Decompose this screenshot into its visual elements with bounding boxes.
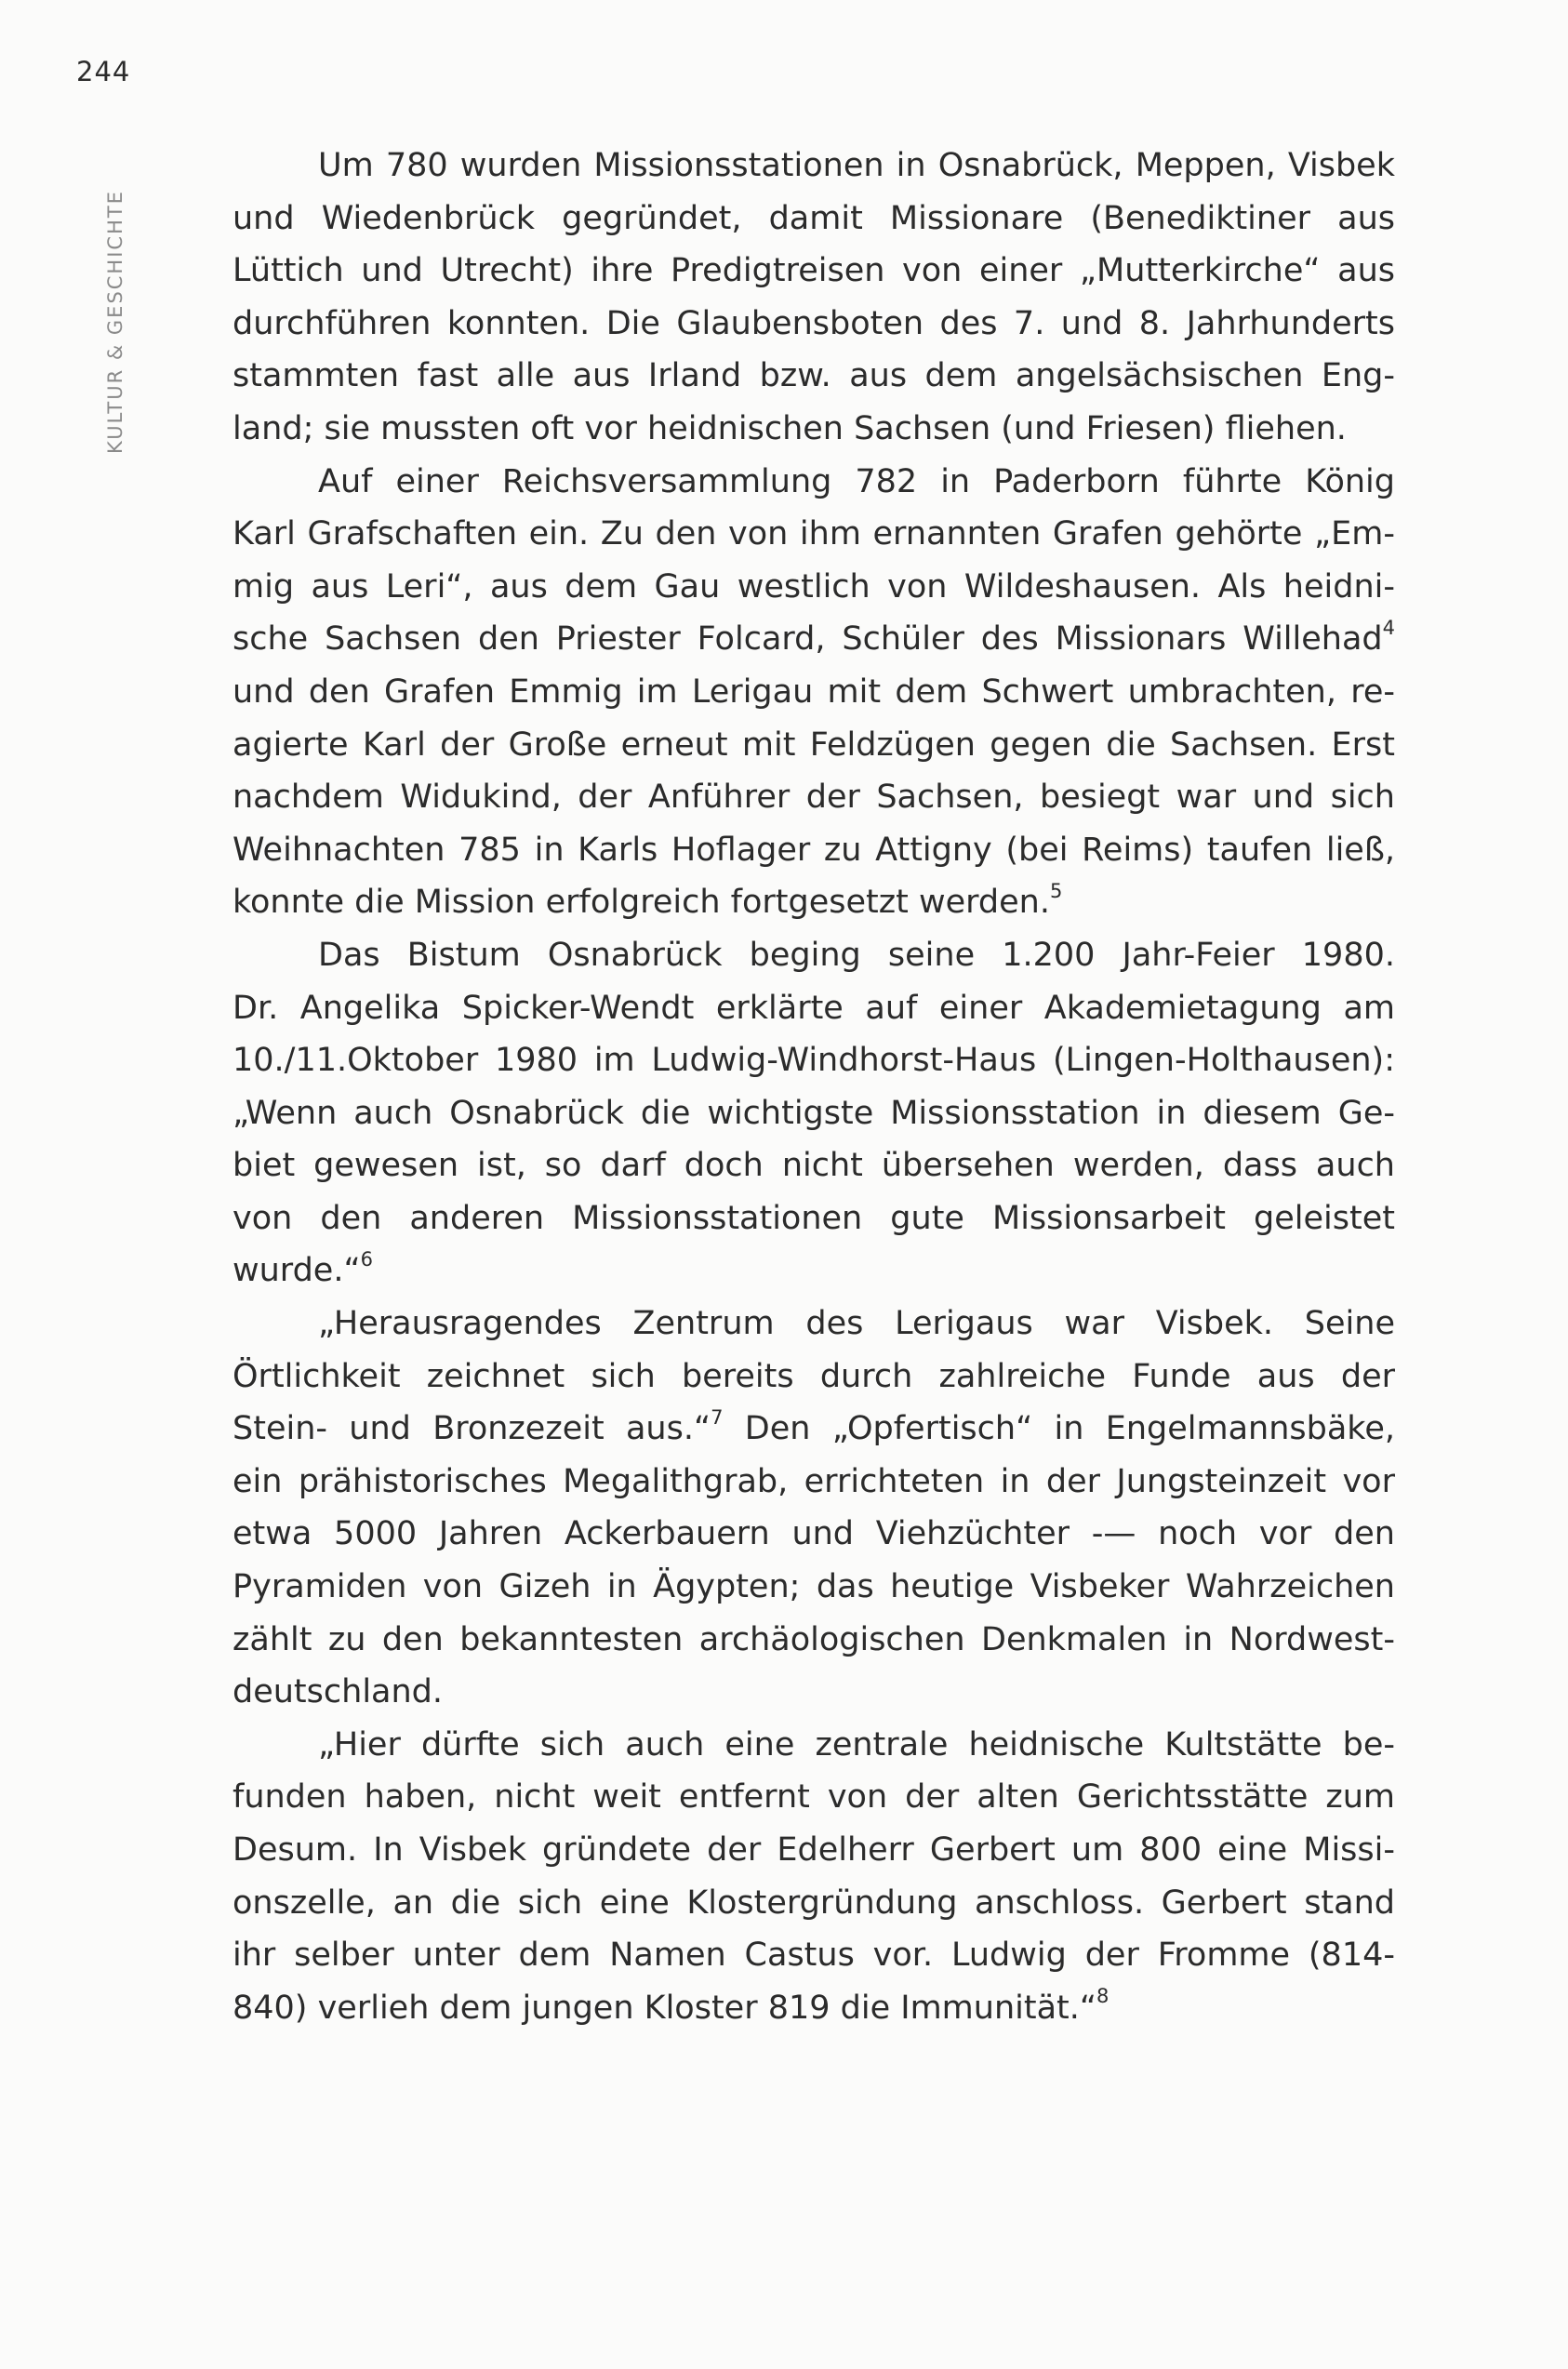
text-line <box>233 1929 1395 1982</box>
text-line-content: biet gewesen ist, so darf doch nicht übersehen werden, dass auch <box>233 1147 1395 1185</box>
text-line-content: Dr. Angelika Spicker-Wendt erklärte auf einer Akademietagung am <box>233 989 1395 1027</box>
text-line <box>233 1982 1395 2035</box>
text-line-content: Um 780 wurden Missionsstationen in Osnabrück, Meppen, Visbek <box>318 147 1395 184</box>
text-line-content: Das Bistum Osnabrück beging seine 1.200 Jahr-Feier 1980. <box>318 936 1395 974</box>
text-line <box>233 140 1395 193</box>
text-line-content: konnte die Mission erfolgreich fortgesetzt werden. <box>233 884 1050 922</box>
text-line-content: ein prähistorisches Megalithgrab, errichteten in der Jungsteinzeit vor <box>233 1462 1395 1500</box>
text-line-content: Desum. In Visbek gründete der Edelherr Gerbert um 800 eine Missi- <box>233 1831 1395 1869</box>
text-line <box>233 1719 1395 1772</box>
text-line-content: agierte Karl der Große erneut mit Feldzügen gegen die Sachsen. Erst <box>233 725 1395 764</box>
text-line-content: 840) verlieh dem jungen Kloster 819 die Immunität.“ <box>233 1989 1097 2027</box>
text-line <box>233 824 1395 877</box>
footnote-marker: 7 <box>711 1405 724 1429</box>
text-line-content: durchführen konnten. Die Glaubensboten des 7. und 8. Jahrhunderts <box>233 304 1395 342</box>
text-line-content: etwa 5000 Jahren Ackerbauern und Viehzüchter -— noch vor den <box>233 1515 1395 1553</box>
text-line <box>233 771 1395 824</box>
text-line <box>233 1456 1395 1509</box>
page-number: 244 <box>76 56 131 87</box>
text-line <box>233 350 1395 403</box>
text-line-content: Örtlichkeit zeichnet sich bereits durch zahlreiche Funde aus der <box>233 1357 1395 1395</box>
footnote-marker: 6 <box>360 1247 373 1271</box>
text-line <box>233 982 1395 1035</box>
text-line-content: land; sie mussten oft vor heidnischen Sachsen (und Friesen) fliehen. <box>233 409 1347 447</box>
text-line <box>233 456 1395 509</box>
text-line-content: 10./11.Oktober 1980 im Ludwig-Windhorst-Haus (Lingen-Holthausen): <box>233 1042 1395 1080</box>
text-line <box>233 1139 1395 1192</box>
text-line-content: „Herausragendes Zentrum des Lerigaus war Visbek. Seine <box>318 1305 1395 1343</box>
text-line-content: ihr selber unter dem Namen Castus vor. Ludwig der Fromme (814- <box>233 1936 1395 1975</box>
text-line <box>233 1351 1395 1404</box>
running-head: KULTUR & GESCHICHTE <box>104 190 126 454</box>
text-line <box>233 719 1395 772</box>
text-line <box>233 1771 1395 1824</box>
footnote-marker: 4 <box>1382 616 1395 639</box>
text-line <box>233 1561 1395 1614</box>
text-line <box>233 403 1395 456</box>
text-line <box>233 245 1395 298</box>
text-line-content: wurde.“ <box>233 1252 361 1290</box>
text-line-content: und den Grafen Emmig im Lerigau mit dem Schwert umbrachten, re- <box>233 672 1395 711</box>
text-line-content: von den anderen Missionsstationen gute Missionsarbeit geleistet <box>233 1199 1395 1237</box>
text-line-content: zählt zu den bekanntesten archäologischen Denkmalen in Nordwest- <box>233 1620 1395 1658</box>
text-line <box>233 1087 1395 1140</box>
text-line-content: Stein- und Bronzezeit aus.“ <box>233 1410 711 1448</box>
text-line <box>233 1508 1395 1561</box>
text-line <box>233 1666 1395 1719</box>
text-line-content: sche Sachsen den Priester Folcard, Schüler des Missionars Willehad <box>233 620 1383 659</box>
text-line <box>233 1877 1395 1930</box>
text-line-content: funden haben, nicht weit entfernt von der alten Gerichtsstätte zum <box>233 1778 1395 1817</box>
text-line <box>233 1298 1395 1351</box>
text-line <box>233 508 1395 561</box>
text-line-content: und Wiedenbrück gegründet, damit Missionare (Benediktiner aus <box>233 199 1395 237</box>
text-line-content: onszelle, an die sich eine Klostergründung anschloss. Gerbert stand <box>233 1883 1395 1922</box>
text-line-continuation: Den „Opfertisch“ in Engelmannsbäke, <box>723 1410 1395 1448</box>
body-text <box>233 140 1395 2034</box>
text-line-content: nachdem Widukind, der Anführer der Sachsen, besiegt war und sich <box>233 779 1395 817</box>
text-line-content: Auf einer Reichsversammlung 782 in Paderborn führte König <box>318 462 1395 500</box>
text-line <box>233 1244 1395 1298</box>
text-line <box>233 666 1395 719</box>
text-line-content: Lüttich und Utrecht) ihre Predigtreisen von einer „Mutterkirche“ aus <box>233 252 1395 290</box>
text-line <box>233 1403 1395 1456</box>
text-line <box>233 1614 1395 1667</box>
text-line-content: Weihnachten 785 in Karls Hoflager zu Attigny (bei Reims) taufen ließ, <box>233 831 1395 869</box>
text-line <box>233 193 1395 246</box>
text-line <box>233 1192 1395 1245</box>
text-line-content: stammten fast alle aus Irland bzw. aus dem angelsächsischen Eng- <box>233 357 1395 395</box>
footnote-marker: 8 <box>1096 1985 1110 2008</box>
text-line-content: Karl Grafschaften ein. Zu den von ihm ernannten Grafen gehörte „Em- <box>233 515 1395 553</box>
text-line-content: Pyramiden von Gizeh in Ägypten; das heutige Visbeker Wahrzeichen <box>233 1568 1395 1606</box>
text-line <box>233 561 1395 614</box>
text-line <box>233 1824 1395 1877</box>
text-line <box>233 298 1395 351</box>
footnote-marker: 5 <box>1049 879 1063 902</box>
text-line <box>233 929 1395 982</box>
text-line <box>233 876 1395 929</box>
text-line-content: mig aus Leri“, aus dem Gau westlich von Wildeshausen. Als heidni- <box>233 567 1395 606</box>
text-line-content: „Hier dürfte sich auch eine zentrale heidnische Kultstätte be- <box>318 1725 1395 1763</box>
text-line-content: deutschland. <box>233 1673 444 1711</box>
text-line-content: „Wenn auch Osnabrück die wichtigste Missionsstation in diesem Ge- <box>233 1094 1395 1132</box>
text-line <box>233 1034 1395 1087</box>
text-line <box>233 613 1395 666</box>
